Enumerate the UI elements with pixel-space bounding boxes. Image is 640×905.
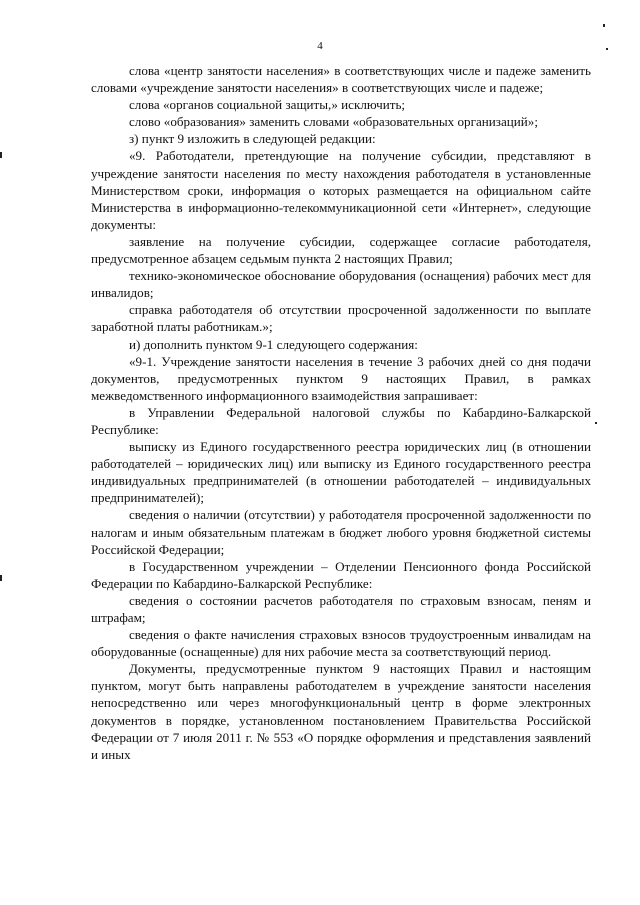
scan-mark <box>0 575 2 581</box>
paragraph: в Государственном учреждении – Отделении Пенсионного фонда Российской Федерации по Кабардино-Балкарской Республике: <box>91 558 591 591</box>
paragraph: слово «образования» заменить словами «образовательных организаций»; <box>129 114 538 130</box>
paragraph: заявление на получение субсидии, содержащее согласие работодателя, предусмотренное абзацем седьмым пункта 2 настоящих Правил; <box>91 233 591 267</box>
scan-mark <box>603 24 605 27</box>
paragraph: сведения о факте начисления страховых взносов трудоустроенным инвалидам на оборудованные (оснащенные) для них рабочие места за соответствующий период. <box>91 627 591 660</box>
paragraph: и) дополнить пунктом 9-1 следующего содержания: <box>129 336 418 352</box>
paragraph: з) пункт 9 изложить в следующей редакции: <box>129 131 376 147</box>
paragraph: сведения о наличии (отсутствии) у работодателя просроченной задолженности по налогам и иным обязательным платежам в бюджет любого уровня бюджетной системы Российской Федерации; <box>91 507 591 557</box>
paragraph: слова «центр занятости населения» в соответствующих числе и падеже заменить словами «учреждение занятости населения» в соответствующих числе и падеже; <box>91 63 591 96</box>
scan-mark <box>606 48 608 50</box>
paragraph: выписку из Единого государственного реестра юридических лиц (в отношении работодателей – юридических лиц) или выписку из Единого государственного реестра индивидуальных предпринимателей (в отношении работодателей – индивидуальных предпринимателей); <box>91 439 591 506</box>
scan-mark <box>595 422 597 424</box>
paragraph: «9-1. Учреждение занятости населения в течение 3 рабочих дней со дня подачи документов, предусмотренных пунктом 9 настоящих Правил, в рамках межведомственного информационного взаимодействия запрашивает: <box>91 353 591 403</box>
paragraph: в Управлении Федеральной налоговой службы по Кабардино-Балкарской Республике: <box>91 404 591 437</box>
paragraph: справка работодателя об отсутствии просроченной задолженности по выплате заработной платы работникам.»; <box>91 302 591 335</box>
paragraph: Документы, предусмотренные пунктом 9 настоящих Правил и настоящим пунктом, могут быть направлены работодателем в учреждение занятости населения непосредственно или через многофункциональный центр в форме электронных документов в порядке, установленном постановлением Правительства Российской Федерации от 7 июля 2011 г. № 553 «О порядке оформления и представления заявлений и иных <box>91 661 591 762</box>
paragraph: слова «органов социальной защиты,» исключить; <box>129 97 406 113</box>
document-body <box>91 62 591 763</box>
page-number: 4 <box>317 40 323 52</box>
paragraph: технико-экономическое обоснование оборудования (оснащения) рабочих мест для инвалидов; <box>91 268 591 301</box>
scan-mark <box>0 152 2 158</box>
paragraph: «9. Работодатели, претендующие на получение субсидии, представляют в учреждение занятости населения по месту нахождения работодателя в установленные Министерством сроки, информация о которых размещается на официальном сайте Министерства в информационно-телекоммуникационной сети «Интернет», следующие документы: <box>91 148 591 232</box>
paragraph: сведения о состоянии расчетов работодателя по страховым взносам, пеням и штрафам; <box>91 592 591 625</box>
